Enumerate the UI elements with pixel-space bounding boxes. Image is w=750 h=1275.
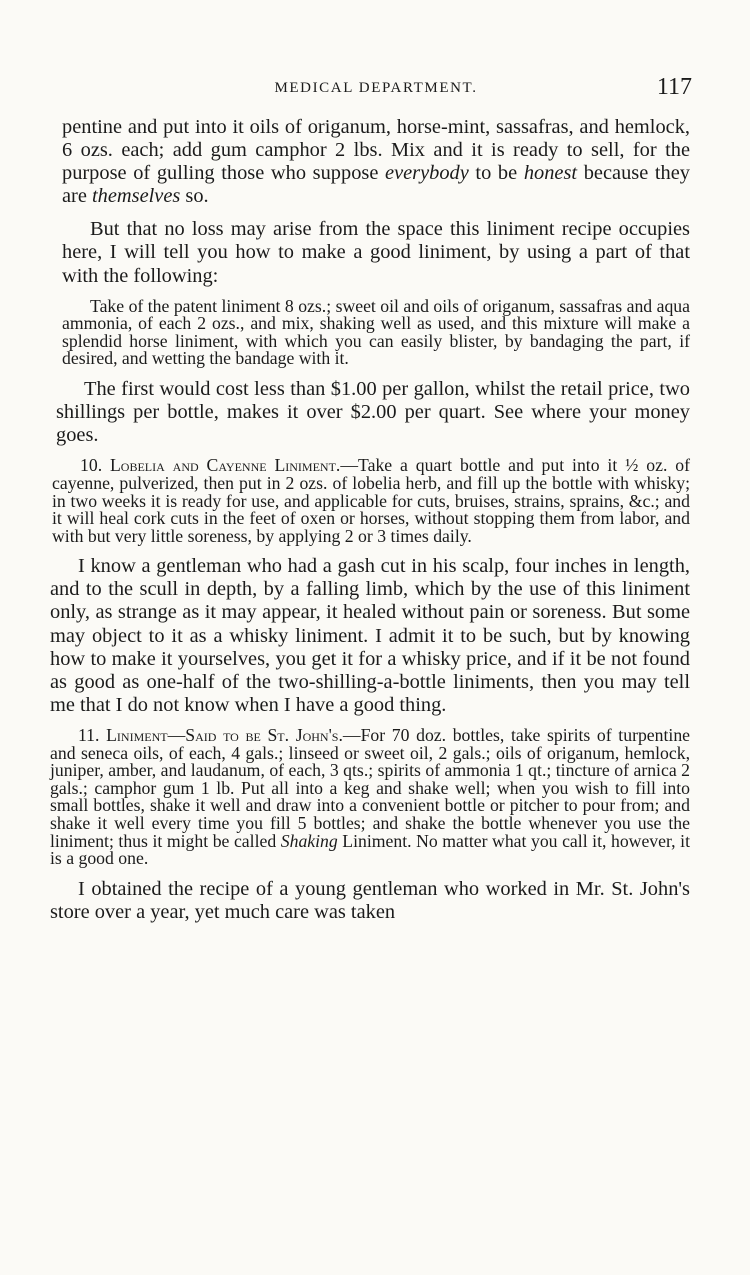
recipe-10-lobelia-cayenne xyxy=(52,457,690,545)
paragraph-continuation: pentine and put into it oils of origanum, horse-mint, sassafras, and hemlock, 6 ozs. each; add gum camphor 2 lbs. Mix and it is ready to sell, for the purpose of gulling those who suppose everybody to be honest because they are themselves so. xyxy=(62,116,690,208)
italic-themselves: themselves xyxy=(92,185,181,208)
page-body xyxy=(50,116,690,934)
paragraph-liniment-intro: But that no loss may arise from the space this liniment recipe occupies here, I will tell you how to make a good liniment, by using a part of that with the following: xyxy=(62,218,690,287)
page-header xyxy=(60,76,692,106)
recipe-number: 11. xyxy=(78,724,107,745)
recipe-11-st-johns-liniment: 11. Liniment—Said to be St. John's.—For 70 doz. bottles, take spirits of turpentine and seneca oils, of each, 4 gals.; linseed or sweet oil, 2 gals.; oils of origanum, hemlock, juniper, amber, and laudanum, of each, 3 qts.; spirits of ammonia 1 qt.; tincture of arnica 2 gals.; camphor gum 1 lb. Put all into a keg and shake well; when you wish to fill into small bottles, shake it well and draw into a convenient bottle or pitcher to pour from; and shake it well every time you fill 5 bottles; and shake the bottle whenever you use the liniment; thus it might be called Shaking Liniment. No matter what you call it, however, it is a good one. xyxy=(50,724,691,869)
recipe-title: Liniment—Said to be St. John's. xyxy=(106,724,343,745)
paragraph-horse-liniment-recipe: Take of the patent liniment 8 ozs.; sweet oil and oils of origanum, sassafras and aqua ammonia, of each 2 ozs., and mix, shaking well as used, and this mixture will make a splendid horse liniment, with which you can easily blister, by bandaging the part, if desired, and wetting the bandage with it. xyxy=(62,295,690,369)
recipe-text: —For 70 doz. bottles, take spirits of turpentine and seneca oils, of each, 4 gals.; linseed or sweet oil, 2 gals.; oils of origanum, hemlock, juniper, amber, and laudanum, of each, 3 qts.; spirits of ammonia 1 qt.; tincture of arnica 2 gals.; camphor gum 1 lb. Put all into a keg and shake well; when you wish to fill into small bottles, shake it well and draw into a convenient bottle or pitcher to pour from; and shake it well every time you fill 5 bottles; and shake the bottle whenever you use the liniment; thus it might be called xyxy=(50,724,691,851)
running-head: MEDICAL DEPARTMENT. xyxy=(274,80,478,96)
recipe-title: Lobelia and Cayenne Liniment. xyxy=(110,455,341,476)
italic-honest: honest xyxy=(523,162,578,185)
recipe-text: —Take a quart bottle and put into it ½ oz. of cayenne, pulverized, then put in 2 ozs. of lobelia herb, and fill up the bottle with whisky; in two weeks it is ready for use, and applicable for cuts, bruises, strains, sprains, &c.; and it will heal cork cuts in the feet of oxen or horses, without stopping them from labor, and with but very little soreness, by applying 2 or 3 times daily. xyxy=(52,455,691,546)
paragraph-recipe-origin: I obtained the recipe of a young gentleman who worked in Mr. St. John's store over a year, yet much care was taken xyxy=(50,877,690,923)
paragraph-cost: The first would cost less than $1.00 per gallon, whilst the retail price, two shillings per bottle, makes it over $2.00 per quart. See where your money goes. xyxy=(56,378,690,447)
paragraph-gentleman-anecdote: I know a gentleman who had a gash cut in his scalp, four inches in length, and to the scull in depth, by a falling limb, which by the use of this liniment only, as strange as it may appear, it healed without pain or soreness. But some may object to it as a whisky liniment. I admit it to be such, but by knowing how to make it yourselves, you get it for a whisky price, and if it be not found as good as one-half of the two-shilling-a-bottle liniments, then you may tell me that I do not know when I have a good thing. xyxy=(50,555,690,716)
italic-everybody: everybody xyxy=(385,162,469,185)
page-number: 117 xyxy=(656,74,692,100)
recipe-number: 10. xyxy=(80,455,110,476)
italic-shaking: Shaking xyxy=(280,830,338,851)
